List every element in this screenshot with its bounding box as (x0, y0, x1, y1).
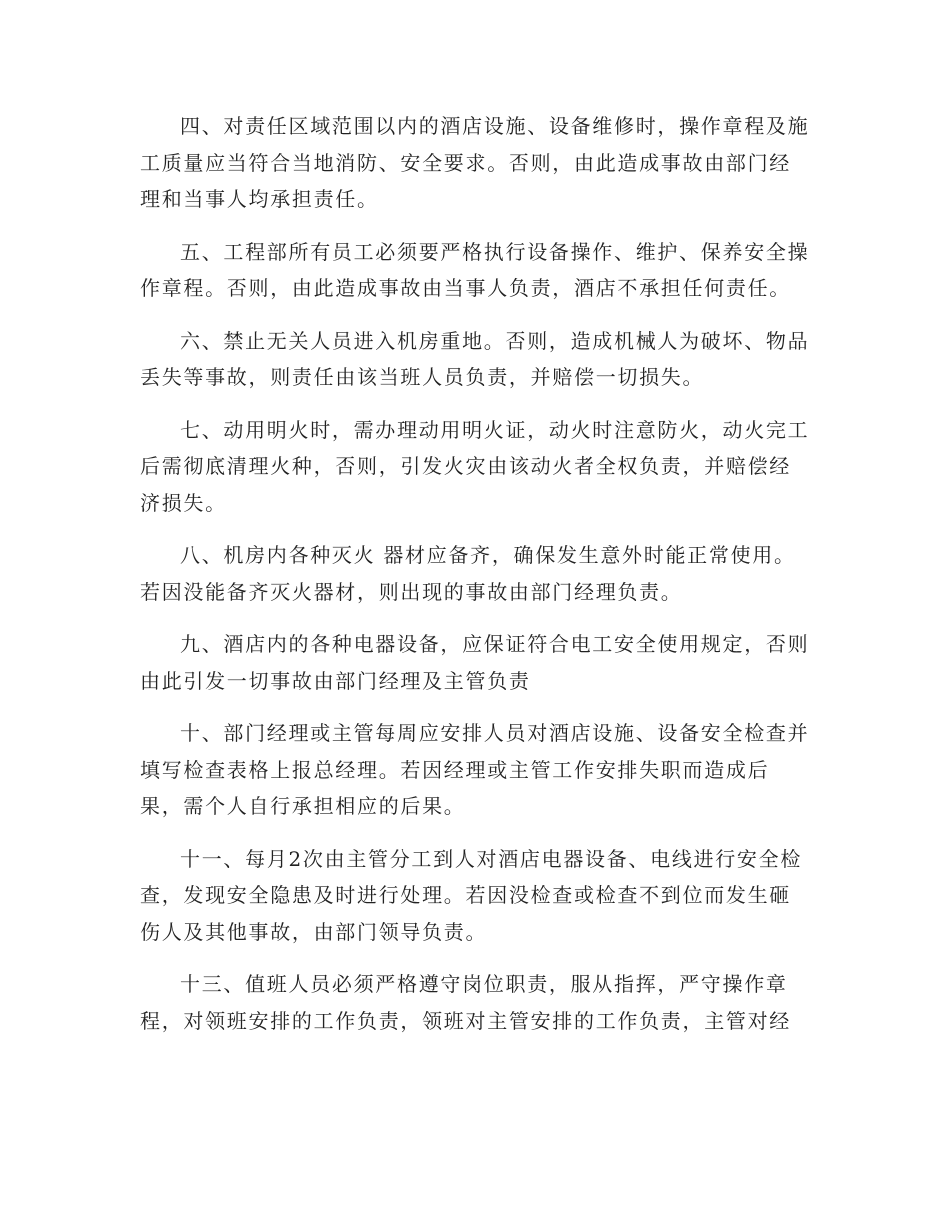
paragraph-5: 五、工程部所有员工必须要严格执行设备操作、维护、保养安全操作章程。否则，由此造成事故由当事人负责，酒店不承担任何责任。 (140, 239, 810, 300)
paragraph-8: 八、机房内各种灭火 器材应备齐，确保发生意外时能正常使用。若因没能备齐灭火器材，则出现的事故由部门经理负责。 (140, 543, 796, 604)
paragraph-10: 十、部门经理或主管每周应安排人员对酒店设施、设备安全检查并填写检查表格上报总经理。若因经理或主管工作安排失职而造成后果，需个人自行承担相应的后果。 (140, 721, 810, 818)
paragraph-13: 十三、值班人员必须严格遵守岗位职责，服从指挥，严守操作章程，对领班安排的工作负责，领班对主管安排的工作负责，主管对经 (140, 972, 791, 1033)
document-body (140, 108, 810, 1055)
paragraph-4: 四、对责任区域范围以内的酒店设施、设备维修时，操作章程及施工质量应当符合当地消防、安全要求。否则，由此造成事故由部门经理和当事人均承担责任。 (140, 114, 810, 211)
paragraph-7: 七、动用明火时，需办理动用明火证，动火时注意防火，动火完工后需彻底清理火种，否则，引发火灾由该动火者全权负责，并赔偿经济损失。 (140, 417, 810, 515)
paragraph-9: 九、酒店内的各种电器设备，应保证符合电工安全使用规定，否则由此引发一切事故由部门经理及主管负责 (140, 632, 810, 693)
paragraph-6: 六、禁止无关人员进入机房重地。否则，造成机械人为破坏、物品丢失等事故，则责任由该当班人员负责，并赔偿一切损失。 (140, 328, 810, 389)
paragraph-11: 十一、每月2次由主管分工到人对酒店电器设备、电线进行安全检查，发现安全隐患及时进行处理。若因没检查或检查不到位而发生砸伤人及其他事故，由部门领导负责。 (140, 846, 803, 944)
